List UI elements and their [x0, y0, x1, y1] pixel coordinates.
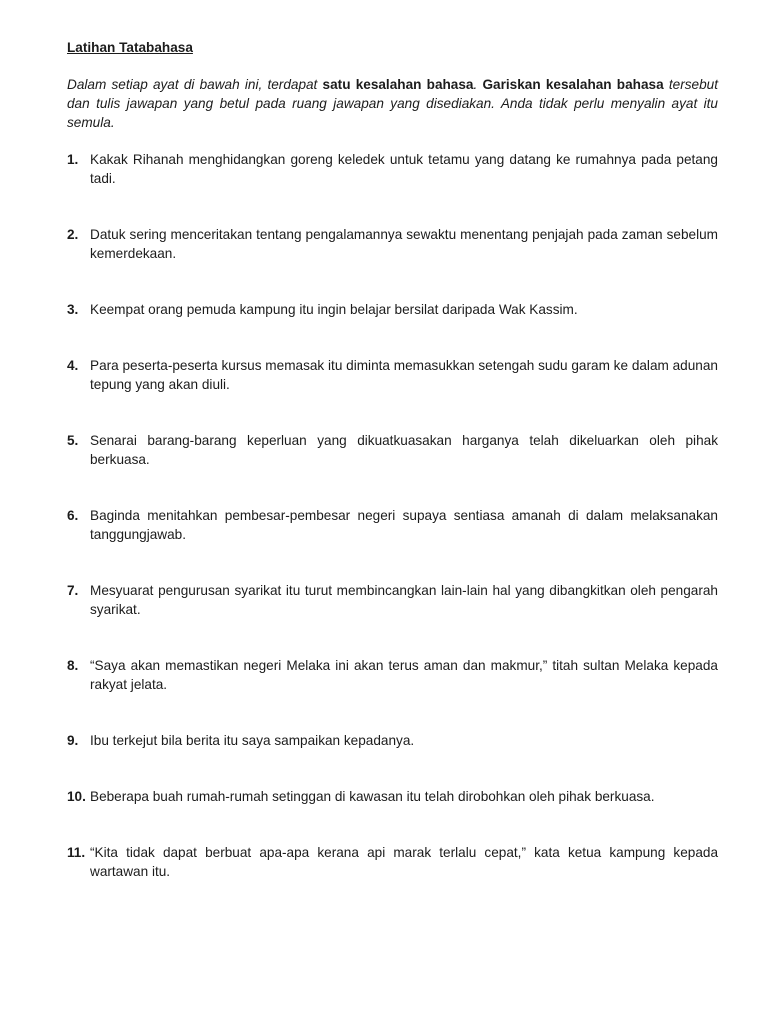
worksheet-title: Latihan Tatabahasa: [67, 40, 193, 55]
question-text: Mesyuarat pengurusan syarikat itu turut membincangkan lain-lain hal yang dibangkitkan oleh pengarah syarikat.: [90, 583, 718, 617]
question-number: 6.: [67, 508, 79, 523]
question-number: 3.: [67, 302, 79, 317]
question-item: [67, 506, 718, 544]
question-number: 11.: [67, 845, 86, 860]
question-number: 8.: [67, 658, 79, 673]
question-text: “Saya akan memastikan negeri Melaka ini akan terus aman dan makmur,” titah sultan Melaka kepada rakyat jelata.: [90, 658, 718, 692]
question-number: 1.: [67, 152, 79, 167]
question-text: “Kita tidak dapat berbuat apa-apa kerana api marak terlalu cepat,” kata ketua kampung kepada wartawan itu.: [90, 845, 718, 879]
question-text: Beberapa buah rumah-rumah setinggan di kawasan itu telah dirobohkan oleh pihak berkuasa.: [90, 789, 655, 804]
question-text: Keempat orang pemuda kampung itu ingin belajar bersilat daripada Wak Kassim.: [90, 302, 578, 317]
question-item: [67, 300, 718, 319]
question-text: Ibu terkejut bila berita itu saya sampaikan kepadanya.: [90, 733, 415, 748]
question-text: Kakak Rihanah menghidangkan goreng keledek untuk tetamu yang datang ke rumahnya pada petang tadi.: [90, 152, 718, 186]
question-item: [67, 431, 718, 469]
instructions-bold-2: Gariskan kesalahan bahasa: [482, 77, 664, 92]
question-text: Datuk sering menceritakan tentang pengalamannya sewaktu menentang penjajah pada zaman sebelum kemerdekaan.: [90, 227, 718, 261]
question-item: [67, 150, 718, 188]
question-number: 7.: [67, 583, 79, 598]
question-number: 4.: [67, 358, 79, 373]
instructions-bold-1: satu kesalahan bahasa: [322, 77, 474, 92]
question-item: [67, 356, 718, 394]
question-item: [67, 843, 718, 881]
question-item: [67, 656, 718, 694]
question-text: Senarai barang-barang keperluan yang dikuatkuasakan harganya telah dikeluarkan oleh pihak berkuasa.: [90, 433, 718, 467]
question-item: [67, 581, 718, 619]
instructions-paragraph: [67, 75, 718, 132]
question-number: 9.: [67, 733, 79, 748]
question-item: [67, 731, 718, 750]
question-number: 10.: [67, 789, 86, 804]
question-text: Baginda menitahkan pembesar-pembesar negeri supaya sentiasa amanah di dalam melaksanakan tanggungjawab.: [90, 508, 718, 542]
question-item: [67, 225, 718, 263]
instructions-text-2: .: [473, 77, 483, 92]
question-number: 2.: [67, 227, 79, 242]
question-text: Para peserta-peserta kursus memasak itu diminta memasukkan setengah sudu garam ke dalam adunan tepung yang akan diuli.: [90, 358, 718, 392]
question-number: 5.: [67, 433, 79, 448]
instructions-text-3: tersebut dan tulis jawapan yang betul pada ruang jawapan yang disediakan. Anda tidak perlu menyalin ayat itu semula.: [67, 77, 718, 130]
question-item: [67, 787, 718, 806]
instructions-text-1: Dalam setiap ayat di bawah ini, terdapat: [67, 77, 323, 92]
question-list: [67, 150, 718, 881]
